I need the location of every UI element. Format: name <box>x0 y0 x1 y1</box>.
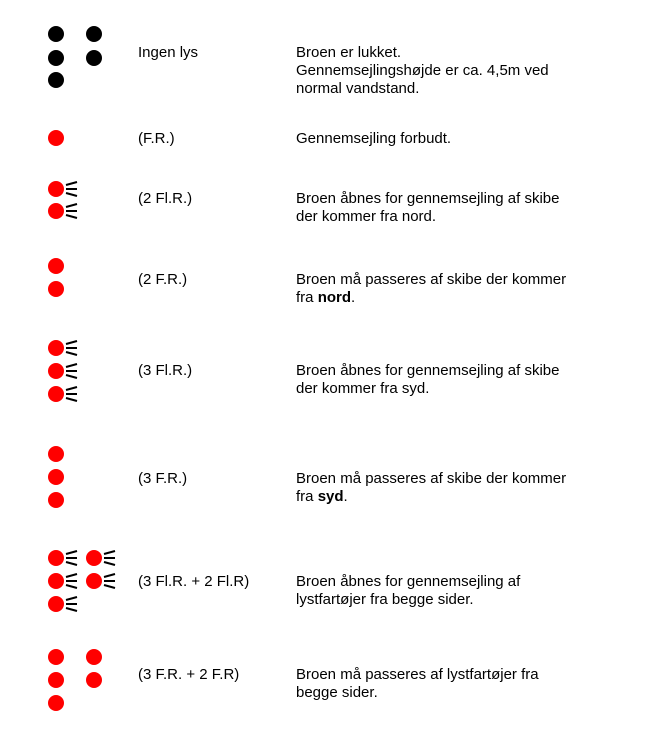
signal-code: (3 Fl.R. + 2 Fl.R) <box>138 573 250 590</box>
red-lamp-icon <box>86 649 102 665</box>
signal-code: (3 F.R. + 2 F.R) <box>138 666 240 683</box>
black-lamp-icon <box>48 50 64 66</box>
lamp-group <box>0 550 130 630</box>
signal-description <box>296 470 626 506</box>
black-lamp-icon <box>48 72 64 88</box>
flash-rays-icon <box>65 340 79 356</box>
description-line: Broen er lukket. <box>296 44 402 61</box>
signal-code: (2 F.R.) <box>138 271 188 288</box>
flashing-red-lamp-icon <box>86 550 102 566</box>
signal-description <box>296 271 626 307</box>
flash-rays-icon <box>65 363 79 379</box>
flash-rays-icon <box>65 596 79 612</box>
description-line: Broen må passeres af skibe der kommer <box>296 271 567 288</box>
description-line <box>296 488 626 506</box>
red-lamp-icon <box>48 130 64 146</box>
red-lamp-icon <box>48 649 64 665</box>
red-lamp-icon <box>48 446 64 462</box>
signal-code: (3 F.R.) <box>138 470 188 487</box>
flash-rays-icon <box>65 203 79 219</box>
flashing-red-lamp-icon <box>48 386 64 402</box>
flash-rays-icon <box>65 181 79 197</box>
red-lamp-icon <box>48 695 64 711</box>
signal-description <box>296 362 626 398</box>
black-lamp-icon <box>86 50 102 66</box>
direction-emphasis: nord <box>317 289 352 306</box>
flash-rays-icon <box>65 550 79 566</box>
flashing-red-lamp-icon <box>48 596 64 612</box>
flashing-red-lamp-icon <box>48 573 64 589</box>
description-text: . <box>351 289 356 306</box>
description-line: Broen må passeres af lystfartøjer fra <box>296 666 539 683</box>
red-lamp-icon <box>48 492 64 508</box>
flash-rays-icon <box>103 573 117 589</box>
signal-row-2fr <box>0 258 659 306</box>
flash-rays-icon <box>65 386 79 402</box>
description-line: Gennemsejling forbudt. <box>296 130 452 147</box>
red-lamp-icon <box>86 672 102 688</box>
signal-code: Ingen lys <box>138 44 199 61</box>
red-lamp-icon <box>48 281 64 297</box>
description-line: begge sider. <box>296 684 378 701</box>
signal-description <box>296 573 626 609</box>
description-line: lystfartøjer fra begge sider. <box>296 591 474 608</box>
signal-row-2flr <box>0 181 659 225</box>
description-line: Broen åbnes for gennemsejling af skibe <box>296 362 560 379</box>
description-text: . <box>343 488 348 505</box>
description-line: Broen åbnes for gennemsejling af skibe <box>296 190 560 207</box>
description-line: der kommer fra syd. <box>296 380 430 397</box>
lamp-group <box>0 258 130 338</box>
direction-emphasis: syd <box>317 488 344 505</box>
signal-description <box>296 190 626 226</box>
signal-row-fr <box>0 130 659 150</box>
description-line: Broen må passeres af skibe der kommer <box>296 470 567 487</box>
signal-description <box>296 666 626 702</box>
signal-description <box>296 44 626 98</box>
description-text: fra <box>296 488 318 505</box>
flash-rays-icon <box>103 550 117 566</box>
signal-code: (F.R.) <box>138 130 175 147</box>
description-line <box>296 289 626 307</box>
black-lamp-icon <box>86 26 102 42</box>
lamp-group <box>0 446 130 526</box>
description-text: fra <box>296 289 318 306</box>
signal-row-3fr <box>0 446 659 510</box>
description-line: der kommer fra nord. <box>296 208 437 225</box>
flashing-red-lamp-icon <box>48 550 64 566</box>
red-lamp-icon <box>48 258 64 274</box>
black-lamp-icon <box>48 26 64 42</box>
red-lamp-icon <box>48 672 64 688</box>
lamp-group <box>0 340 130 420</box>
flash-rays-icon <box>65 573 79 589</box>
flashing-red-lamp-icon <box>48 181 64 197</box>
signal-description <box>296 130 626 148</box>
signal-row-no-lights <box>0 26 659 96</box>
lamp-group <box>0 649 130 729</box>
red-lamp-icon <box>48 469 64 485</box>
signal-row-3fr-2fr <box>0 649 659 713</box>
lamp-group <box>0 181 130 261</box>
description-line: Broen åbnes for gennemsejling af <box>296 573 521 590</box>
flashing-red-lamp-icon <box>48 203 64 219</box>
description-line: Gennemsejlingshøjde er ca. 4,5m ved <box>296 62 549 79</box>
signal-code: (2 Fl.R.) <box>138 190 193 207</box>
lamp-group <box>0 26 130 106</box>
signal-row-3flr <box>0 340 659 404</box>
signal-code: (3 Fl.R.) <box>138 362 193 379</box>
flashing-red-lamp-icon <box>48 340 64 356</box>
flashing-red-lamp-icon <box>86 573 102 589</box>
description-line: normal vandstand. <box>296 80 420 97</box>
signal-row-3flr-2flr <box>0 550 659 614</box>
flashing-red-lamp-icon <box>48 363 64 379</box>
